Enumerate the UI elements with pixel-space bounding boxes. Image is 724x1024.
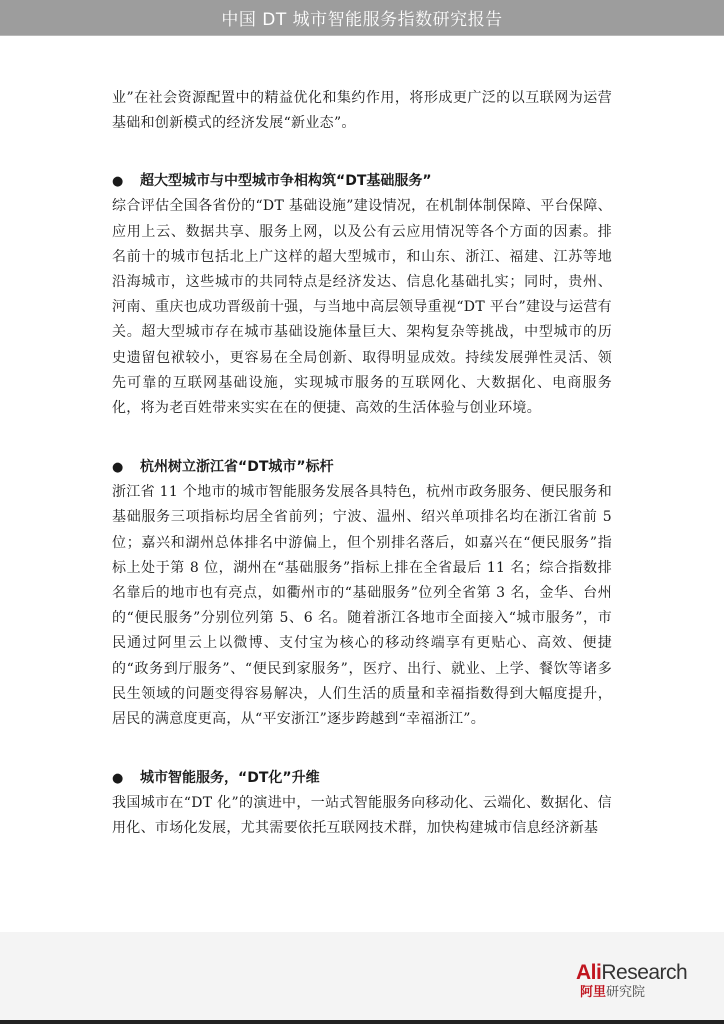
logo-brand-ali: Ali <box>576 961 602 984</box>
logo-cn-institute: 研究院 <box>606 984 646 999</box>
intro-paragraph: 业”在社会资源配置中的精益优化和集约作用，将形成更广泛的以互联网为运营基础和创新模式的经济发展“新业态”。 <box>112 90 612 132</box>
section-heading-text: 城市智能服务，“DT化”升维 <box>140 770 320 787</box>
section-heading-text: 杭州树立浙江省“DT城市”标杆 <box>140 459 334 476</box>
logo-cn-ali: 阿里 <box>580 984 607 999</box>
logo-brand-research: Research <box>601 961 688 984</box>
bullet-icon: ● <box>112 460 124 476</box>
section-heading-3 <box>112 766 612 791</box>
section-body-1: 综合评估全国各省份的“DT 基础设施”建设情况，在机制体制保障、平台保障、应用上云、数据共享、服务上网，以及公有云应用情况等各个方面的因素。排名前十的城市包括北上广这样的超大型城市，和山东、浙江、福建、江苏等地沿海城市，这些城市的共同特点是经济发达、信息化基础扎实；同时，贵州、河南、重庆也成功晋级前十强，与当地中高层领导重视“DT 平台”建设与运营有关。超大型城市存在城市基础设施体量巨大、架构复杂等挑战，中型城市的历史遗留包袱较小，更容易在全局创新、取得明显成效。持续发展弹性灵活、领先可靠的互联网基础设施，实现城市服务的互联网化、大数据化、电商服务化，将为老百姓带来实实在在的便捷、高效的生活体验与创业环境。 <box>112 198 612 417</box>
page-footer <box>0 932 724 1020</box>
bullet-icon: ● <box>112 174 124 190</box>
aliresearch-logo <box>576 962 706 1000</box>
bullet-icon: ● <box>112 771 124 787</box>
report-title: 中国 DT 城市智能服务指数研究报告 <box>221 10 503 30</box>
document-body <box>112 86 612 842</box>
page-header <box>0 0 724 36</box>
section-heading-2 <box>112 455 612 480</box>
section-body-2: 浙江省 11 个地市的城市智能服务发展各具特色，杭州市政务服务、便民服务和基础服务三项指标均居全省前列；宁波、温州、绍兴单项排名均在浙江省前 5 位；嘉兴和湖州总体排名中游偏上，但个别排名落后，如嘉兴在“便民服务”指标上处于第 8 位，湖州在“基础服务”指标上排在全省最后 11 名；综合指数排名靠后的地市也有亮点，如衢州市的“基础服务”位列全省第 3 名，金华、台州的“便民服务”分别位列第 5、6 名。随着浙江各地市全面接入“城市服务”，市民通过阿里云上以微博、支付宝为核心的移动终端享有更贴心、高效、便捷的“政务到厅服务”、“便民到家服务”，医疗、出行、就业、上学、餐饮等诸多民生领域的问题变得容易解决，人们生活的质量和幸福指数得到大幅度提升，居民的满意度更高，从“平安浙江”逐步跨越到“幸福浙江”。 <box>112 484 612 728</box>
section-heading-1 <box>112 169 612 194</box>
section-body-3: 我国城市在“DT 化”的演进中，一站式智能服务向移动化、云端化、数据化、信用化、市场化发展，尤其需要依托互联网技术群，加快构建城市信息经济新基 <box>112 795 612 837</box>
section-heading-text: 超大型城市与中型城市争相构筑“DT基础服务” <box>140 173 432 190</box>
bottom-edge-bar <box>0 1020 724 1024</box>
